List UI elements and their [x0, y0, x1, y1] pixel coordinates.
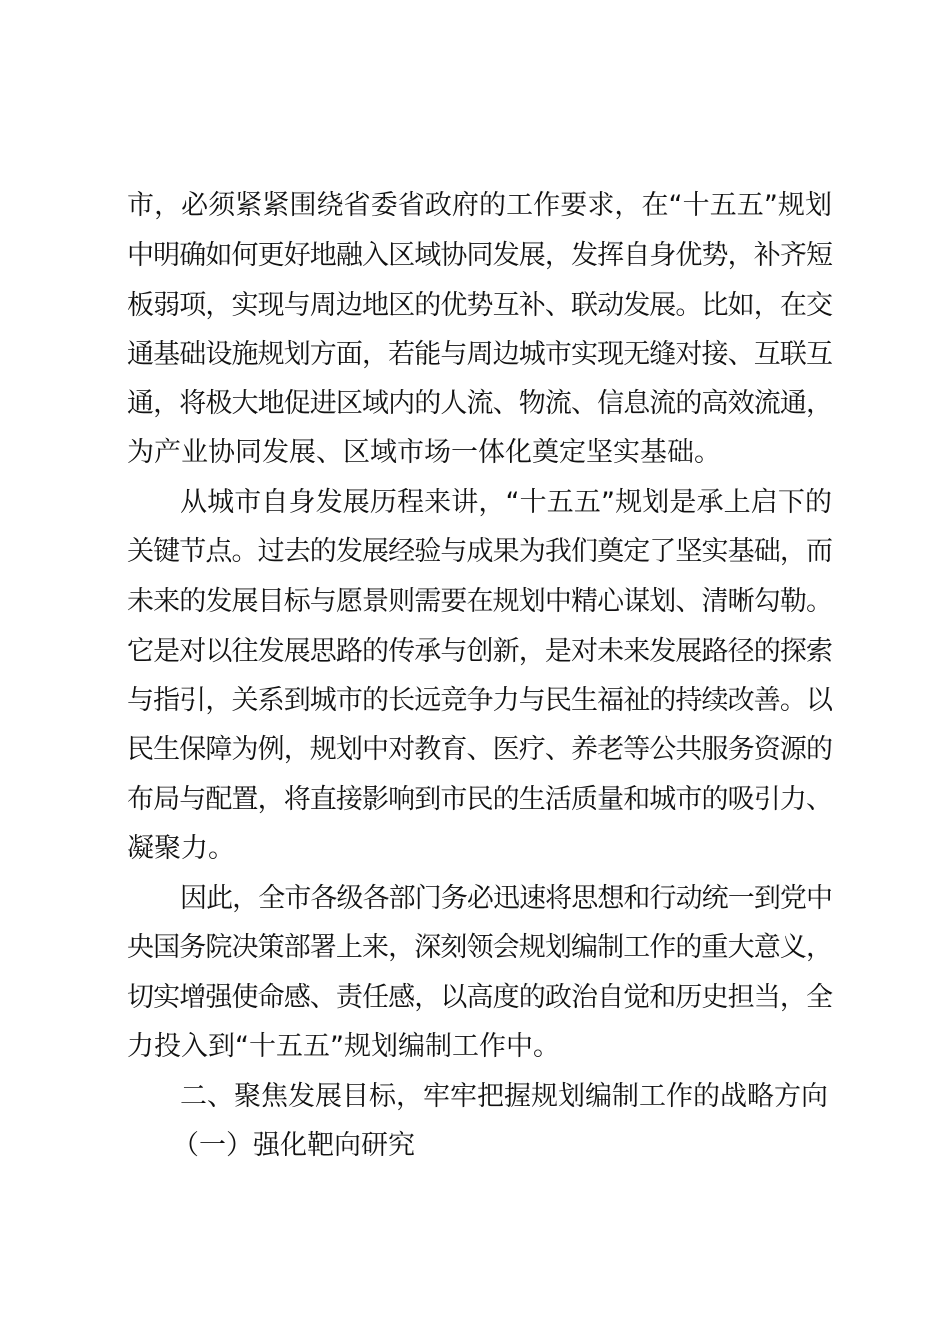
- paragraph-2-line-1: 从城市自身发展历程来讲，“十五五”规划是承上启下的: [180, 487, 832, 518]
- paragraph-2-line-3: 未来的发展目标与愿景则需要在规划中精心谋划、清晰勾勒。: [127, 586, 832, 617]
- paragraph-3-line-2: 央国务院决策部署上来，深刻领会规划编制工作的重大意义，: [127, 932, 832, 963]
- paragraph-1-line-1: 市，必须紧紧围绕省委省政府的工作要求，在“十五五”规划: [127, 190, 832, 221]
- paragraph-1-line-5: 通，将极大地促进区域内的人流、物流、信息流的高效流通，: [127, 388, 832, 419]
- paragraph-2-line-5: 与指引，关系到城市的长远竞争力与民生福祉的持续改善。以: [127, 685, 832, 716]
- paragraph-1-line-3: 板弱项，实现与周边地区的优势互补、联动发展。比如，在交: [127, 290, 832, 321]
- paragraph-2-line-6: 民生保障为例，规划中对教育、医疗、养老等公共服务资源的: [127, 734, 832, 765]
- paragraph-2-line-4: 它是对以往发展思路的传承与创新，是对未来发展路径的探索: [127, 636, 832, 667]
- paragraph-2-line-2: 关键节点。过去的发展经验与成果为我们奠定了坚实基础，而: [127, 536, 832, 567]
- paragraph-1-line-2: 中明确如何更好地融入区域协同发展，发挥自身优势，补齐短: [127, 240, 832, 271]
- paragraph-1-line-6: 为产业协同发展、区域市场一体化奠定坚实基础。: [127, 437, 721, 468]
- paragraph-2-line-8: 凝聚力。: [127, 833, 235, 864]
- section-heading: 二、聚焦发展目标，牢牢把握规划编制工作的战略方向: [180, 1081, 828, 1112]
- paragraph-1-line-4: 通基础设施规划方面，若能与周边城市实现无缝对接、互联互: [127, 339, 832, 370]
- paragraph-3-line-1: 因此，全市各级各部门务必迅速将思想和行动统一到党中: [180, 883, 832, 914]
- subsection-heading: （一）强化靶向研究: [172, 1130, 415, 1161]
- paragraph-2-line-7: 布局与配置，将直接影响到市民的生活质量和城市的吸引力、: [127, 784, 832, 815]
- paragraph-3-line-4: 力投入到“十五五”规划编制工作中。: [127, 1031, 560, 1062]
- paragraph-3-line-3: 切实增强使命感、责任感，以高度的政治自觉和历史担当，全: [127, 982, 832, 1013]
